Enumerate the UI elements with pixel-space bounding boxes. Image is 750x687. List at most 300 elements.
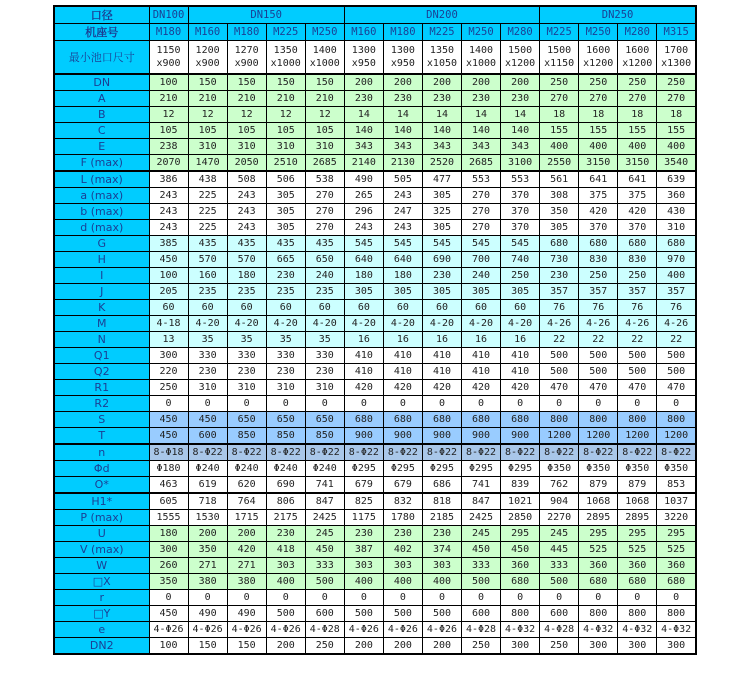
min-opening-width: 1500 <box>508 44 533 56</box>
data-cell: Φ350 <box>540 460 579 476</box>
data-cell: 650 <box>305 411 344 427</box>
data-cell: 438 <box>188 171 227 188</box>
row-label: Q2 <box>54 363 149 379</box>
data-cell: 506 <box>266 171 305 188</box>
data-cell: 0 <box>344 395 383 411</box>
data-cell: 12 <box>188 106 227 122</box>
row-label: e <box>54 621 149 637</box>
data-cell: 400 <box>540 138 579 154</box>
data-cell: 430 <box>657 203 696 219</box>
data-cell: 333 <box>462 557 501 573</box>
data-cell: 410 <box>462 363 501 379</box>
data-cell: 4-Φ26 <box>383 621 422 637</box>
data-cell: 13 <box>149 331 188 347</box>
data-cell: 970 <box>657 251 696 267</box>
data-cell: 847 <box>305 493 344 510</box>
data-cell: 832 <box>383 493 422 510</box>
min-opening-width: 1350 <box>273 44 298 56</box>
data-cell: 500 <box>422 605 461 621</box>
data-cell: 250 <box>618 267 657 283</box>
data-cell: 4-Φ28 <box>305 621 344 637</box>
min-opening-height: x1000 <box>465 57 497 69</box>
data-cell: 4-Φ26 <box>344 621 383 637</box>
data-cell: 741 <box>305 476 344 493</box>
data-cell: 380 <box>188 573 227 589</box>
data-cell: 35 <box>266 331 305 347</box>
data-cell: 545 <box>422 235 461 251</box>
data-cell: 500 <box>344 605 383 621</box>
data-cell: 0 <box>540 589 579 605</box>
data-cell: 230 <box>383 525 422 541</box>
data-cell: 140 <box>501 122 540 138</box>
table-row <box>54 315 696 331</box>
table-row <box>54 299 696 315</box>
data-cell: 225 <box>188 203 227 219</box>
data-cell: 410 <box>501 363 540 379</box>
data-cell: 900 <box>501 427 540 444</box>
data-cell: 500 <box>540 347 579 363</box>
frame-header-cell: M225 <box>266 24 305 41</box>
data-cell: 357 <box>618 283 657 299</box>
data-cell: 230 <box>422 90 461 106</box>
data-cell: 330 <box>227 347 266 363</box>
min-opening-width: 1400 <box>468 44 494 56</box>
data-cell: 247 <box>383 203 422 219</box>
data-cell: 1530 <box>188 509 227 525</box>
data-cell: Φ295 <box>501 460 540 476</box>
row-label: □Y <box>54 605 149 621</box>
data-cell: 0 <box>227 589 266 605</box>
data-cell: 800 <box>618 605 657 621</box>
min-opening-height: x1150 <box>544 57 575 69</box>
data-cell: 500 <box>540 573 579 589</box>
row-label-min-opening: 最小池口尺寸 <box>54 41 149 74</box>
data-cell: 357 <box>657 283 696 299</box>
data-cell: 310 <box>227 379 266 395</box>
data-cell: 853 <box>657 476 696 493</box>
table-row <box>54 267 696 283</box>
data-cell: 310 <box>266 138 305 154</box>
data-cell: 243 <box>149 219 188 235</box>
data-cell: 1068 <box>618 493 657 510</box>
data-cell: 160 <box>188 267 227 283</box>
data-cell: 4-20 <box>422 315 461 331</box>
table-row <box>54 637 696 654</box>
data-cell: 4-26 <box>579 315 618 331</box>
data-cell: 8-Φ22 <box>266 444 305 461</box>
data-cell: 14 <box>344 106 383 122</box>
data-cell: 410 <box>422 363 461 379</box>
data-cell: 0 <box>501 395 540 411</box>
data-cell: 150 <box>188 74 227 91</box>
min-opening-height: x1200 <box>622 57 653 69</box>
data-cell: 830 <box>618 251 657 267</box>
min-opening-cell <box>266 41 305 74</box>
data-cell: 230 <box>266 267 305 283</box>
data-cell: 1068 <box>579 493 618 510</box>
data-cell: 380 <box>227 573 266 589</box>
row-label: DN2 <box>54 637 149 654</box>
min-opening-cell <box>579 41 618 74</box>
data-cell: 16 <box>462 331 501 347</box>
data-cell: 350 <box>149 573 188 589</box>
data-cell: 200 <box>266 637 305 654</box>
data-cell: 230 <box>383 90 422 106</box>
data-cell: 500 <box>305 573 344 589</box>
data-cell: 210 <box>266 90 305 106</box>
data-cell: 4-26 <box>540 315 579 331</box>
data-cell: 303 <box>266 557 305 573</box>
data-cell: 639 <box>657 171 696 188</box>
data-cell: 879 <box>579 476 618 493</box>
data-cell: 230 <box>305 363 344 379</box>
data-cell: 680 <box>383 411 422 427</box>
group-header-cell: DN250 <box>540 6 696 24</box>
data-cell: 418 <box>266 541 305 557</box>
frame-header-cell: M225 <box>540 24 579 41</box>
data-cell: 370 <box>618 219 657 235</box>
data-cell: 800 <box>579 411 618 427</box>
data-cell: 0 <box>149 395 188 411</box>
data-cell: 0 <box>462 589 501 605</box>
data-cell: 2175 <box>266 509 305 525</box>
data-cell: Φ295 <box>462 460 501 476</box>
data-cell: 500 <box>618 347 657 363</box>
min-opening-width: 1400 <box>312 44 337 56</box>
data-cell: 270 <box>462 203 501 219</box>
data-cell: 800 <box>618 411 657 427</box>
data-cell: 0 <box>540 395 579 411</box>
min-opening-width: 1150 <box>156 44 181 56</box>
data-cell: 243 <box>149 203 188 219</box>
data-cell: 18 <box>540 106 579 122</box>
data-cell: 470 <box>540 379 579 395</box>
data-cell: 500 <box>618 363 657 379</box>
data-cell: 553 <box>462 171 501 188</box>
data-cell: 508 <box>227 171 266 188</box>
table-row <box>54 122 696 138</box>
data-cell: 295 <box>618 525 657 541</box>
data-cell: 238 <box>149 138 188 154</box>
data-cell: 14 <box>501 106 540 122</box>
data-cell: 60 <box>383 299 422 315</box>
data-cell: 1200 <box>540 427 579 444</box>
data-cell: Φ240 <box>227 460 266 476</box>
table-row <box>54 171 696 188</box>
data-cell: 641 <box>618 171 657 188</box>
min-opening-height: x900 <box>234 57 259 69</box>
data-cell: 435 <box>227 235 266 251</box>
data-cell: 420 <box>462 379 501 395</box>
data-cell: 0 <box>266 395 305 411</box>
data-cell: 2510 <box>266 154 305 171</box>
data-cell: 333 <box>540 557 579 573</box>
data-cell: 500 <box>266 605 305 621</box>
data-cell: 296 <box>344 203 383 219</box>
data-cell: 410 <box>462 347 501 363</box>
data-cell: 76 <box>579 299 618 315</box>
data-cell: 250 <box>540 637 579 654</box>
data-cell: 16 <box>501 331 540 347</box>
data-cell: 0 <box>344 589 383 605</box>
data-cell: 375 <box>579 187 618 203</box>
data-cell: 230 <box>227 363 266 379</box>
data-cell: 600 <box>305 605 344 621</box>
data-cell: 500 <box>462 573 501 589</box>
data-cell: 200 <box>462 74 501 91</box>
data-cell: 686 <box>422 476 461 493</box>
data-cell: 8-Φ22 <box>462 444 501 461</box>
row-label: DN <box>54 74 149 91</box>
frame-header-cell: M180 <box>383 24 422 41</box>
data-cell: 4-Φ32 <box>501 621 540 637</box>
min-opening-width: 1600 <box>625 44 650 56</box>
table-row <box>54 509 696 525</box>
data-cell: 0 <box>618 589 657 605</box>
data-cell: 847 <box>462 493 501 510</box>
row-label: I <box>54 267 149 283</box>
data-cell: 270 <box>579 90 618 106</box>
data-cell: 545 <box>344 235 383 251</box>
data-cell: 4-20 <box>501 315 540 331</box>
data-cell: 806 <box>266 493 305 510</box>
data-cell: 0 <box>266 589 305 605</box>
table-row <box>54 90 696 106</box>
row-label: H1* <box>54 493 149 510</box>
data-cell: 8-Φ22 <box>305 444 344 461</box>
min-opening-cell <box>305 41 344 74</box>
group-header-cell: DN100 <box>149 6 188 24</box>
row-label: C <box>54 122 149 138</box>
data-cell: 150 <box>227 637 266 654</box>
data-cell: 435 <box>188 235 227 251</box>
data-cell: 0 <box>657 395 696 411</box>
data-cell: 155 <box>618 122 657 138</box>
data-cell: 4-20 <box>188 315 227 331</box>
data-cell: 0 <box>579 395 618 411</box>
data-cell: 4-20 <box>227 315 266 331</box>
min-opening-width: 1270 <box>234 44 259 56</box>
data-cell: 2140 <box>344 154 383 171</box>
data-cell: 450 <box>462 541 501 557</box>
data-cell: 155 <box>540 122 579 138</box>
data-cell: 308 <box>540 187 579 203</box>
data-cell: 0 <box>579 589 618 605</box>
data-cell: 690 <box>266 476 305 493</box>
data-cell: 0 <box>422 589 461 605</box>
data-cell: 357 <box>540 283 579 299</box>
data-cell: 235 <box>188 283 227 299</box>
min-opening-height: x1050 <box>426 57 458 69</box>
data-cell: 410 <box>383 363 422 379</box>
data-cell: 730 <box>540 251 579 267</box>
table-row <box>54 460 696 476</box>
data-cell: Φ240 <box>305 460 344 476</box>
data-cell: 230 <box>266 363 305 379</box>
data-cell: 400 <box>383 573 422 589</box>
data-cell: 210 <box>227 90 266 106</box>
data-cell: 243 <box>383 219 422 235</box>
data-cell: 561 <box>540 171 579 188</box>
data-cell: 2070 <box>149 154 188 171</box>
data-cell: 270 <box>657 90 696 106</box>
data-cell: 140 <box>422 122 461 138</box>
data-cell: 333 <box>305 557 344 573</box>
data-cell: 295 <box>657 525 696 541</box>
data-cell: 4-Φ26 <box>266 621 305 637</box>
data-cell: 680 <box>344 411 383 427</box>
data-cell: 250 <box>149 379 188 395</box>
data-cell: 100 <box>149 267 188 283</box>
data-cell: 450 <box>149 411 188 427</box>
table-row <box>54 395 696 411</box>
row-label: P (max) <box>54 509 149 525</box>
data-cell: 310 <box>305 138 344 154</box>
data-cell: 16 <box>422 331 461 347</box>
data-cell: 4-26 <box>618 315 657 331</box>
min-opening-width: 1350 <box>429 44 455 56</box>
data-cell: 830 <box>579 251 618 267</box>
data-cell: 330 <box>305 347 344 363</box>
min-opening-height: x950 <box>390 57 415 69</box>
data-cell: 270 <box>305 219 344 235</box>
data-cell: 850 <box>266 427 305 444</box>
data-cell: 16 <box>383 331 422 347</box>
data-cell: 100 <box>149 637 188 654</box>
data-cell: 343 <box>344 138 383 154</box>
data-cell: 240 <box>462 267 501 283</box>
data-cell: 2130 <box>383 154 422 171</box>
data-cell: 2895 <box>579 509 618 525</box>
data-cell: 230 <box>422 267 461 283</box>
min-opening-width: 1600 <box>586 44 611 56</box>
data-cell: 210 <box>149 90 188 106</box>
table-row <box>54 219 696 235</box>
data-cell: 1200 <box>657 427 696 444</box>
data-cell: 270 <box>305 203 344 219</box>
data-cell: 200 <box>422 637 461 654</box>
data-cell: 680 <box>657 235 696 251</box>
data-cell: 305 <box>422 219 461 235</box>
data-cell: 0 <box>305 395 344 411</box>
data-cell: 385 <box>149 235 188 251</box>
data-cell: 230 <box>501 90 540 106</box>
frame-header-cell: M250 <box>462 24 501 41</box>
data-cell: 410 <box>501 347 540 363</box>
data-cell: 1555 <box>149 509 188 525</box>
data-cell: 680 <box>501 411 540 427</box>
data-cell: 305 <box>266 187 305 203</box>
data-cell: 60 <box>227 299 266 315</box>
min-opening-cell <box>657 41 696 74</box>
data-cell: 8-Φ22 <box>501 444 540 461</box>
min-opening-height: x1000 <box>309 57 340 69</box>
data-cell: 538 <box>305 171 344 188</box>
min-opening-height: x950 <box>351 57 376 69</box>
row-label: V (max) <box>54 541 149 557</box>
data-cell: 22 <box>657 331 696 347</box>
data-cell: 305 <box>540 219 579 235</box>
data-cell: 60 <box>149 299 188 315</box>
data-cell: 477 <box>422 171 461 188</box>
data-cell: 762 <box>540 476 579 493</box>
min-opening-cell <box>149 41 188 74</box>
data-cell: 250 <box>540 74 579 91</box>
data-cell: 3150 <box>579 154 618 171</box>
data-cell: 230 <box>422 525 461 541</box>
row-label: B <box>54 106 149 122</box>
table-row <box>54 411 696 427</box>
table-body <box>54 41 696 654</box>
min-opening-cell <box>501 41 540 74</box>
row-label: W <box>54 557 149 573</box>
table-row <box>54 379 696 395</box>
data-cell: 3220 <box>657 509 696 525</box>
data-cell: 360 <box>657 187 696 203</box>
data-cell: 105 <box>188 122 227 138</box>
data-cell: 22 <box>579 331 618 347</box>
data-cell: 235 <box>227 283 266 299</box>
data-cell: 4-Φ32 <box>618 621 657 637</box>
data-cell: 35 <box>305 331 344 347</box>
data-cell: 343 <box>422 138 461 154</box>
data-cell: 35 <box>188 331 227 347</box>
data-cell: 200 <box>383 74 422 91</box>
table-row <box>54 154 696 171</box>
data-cell: 295 <box>501 525 540 541</box>
data-cell: 310 <box>305 379 344 395</box>
data-cell: 4-18 <box>149 315 188 331</box>
group-header-cell: DN150 <box>188 6 344 24</box>
data-cell: 400 <box>657 267 696 283</box>
data-cell: 445 <box>540 541 579 557</box>
data-cell: 600 <box>462 605 501 621</box>
data-cell: Φ240 <box>188 460 227 476</box>
data-cell: 525 <box>579 541 618 557</box>
data-cell: 8-Φ18 <box>149 444 188 461</box>
row-label: n <box>54 444 149 461</box>
data-cell: 8-Φ22 <box>540 444 579 461</box>
row-label: T <box>54 427 149 444</box>
min-opening-cell <box>540 41 579 74</box>
row-label: O* <box>54 476 149 493</box>
data-cell: 105 <box>149 122 188 138</box>
row-label: E <box>54 138 149 154</box>
data-cell: 105 <box>305 122 344 138</box>
data-cell: 250 <box>579 267 618 283</box>
data-cell: 310 <box>657 219 696 235</box>
data-cell: 450 <box>149 251 188 267</box>
data-cell: 450 <box>305 541 344 557</box>
min-opening-cell <box>383 41 422 74</box>
data-cell: 150 <box>266 74 305 91</box>
data-cell: Φ295 <box>344 460 383 476</box>
data-cell: 665 <box>266 251 305 267</box>
row-label: A <box>54 90 149 106</box>
row-label: d (max) <box>54 219 149 235</box>
data-cell: 470 <box>618 379 657 395</box>
row-label: J <box>54 283 149 299</box>
data-cell: 700 <box>462 251 501 267</box>
data-cell: 225 <box>188 187 227 203</box>
data-cell: 2850 <box>501 509 540 525</box>
data-cell: 800 <box>501 605 540 621</box>
data-cell: 235 <box>266 283 305 299</box>
data-cell: 350 <box>188 541 227 557</box>
data-cell: 4-Φ26 <box>422 621 461 637</box>
data-cell: 300 <box>618 637 657 654</box>
table-row <box>54 589 696 605</box>
